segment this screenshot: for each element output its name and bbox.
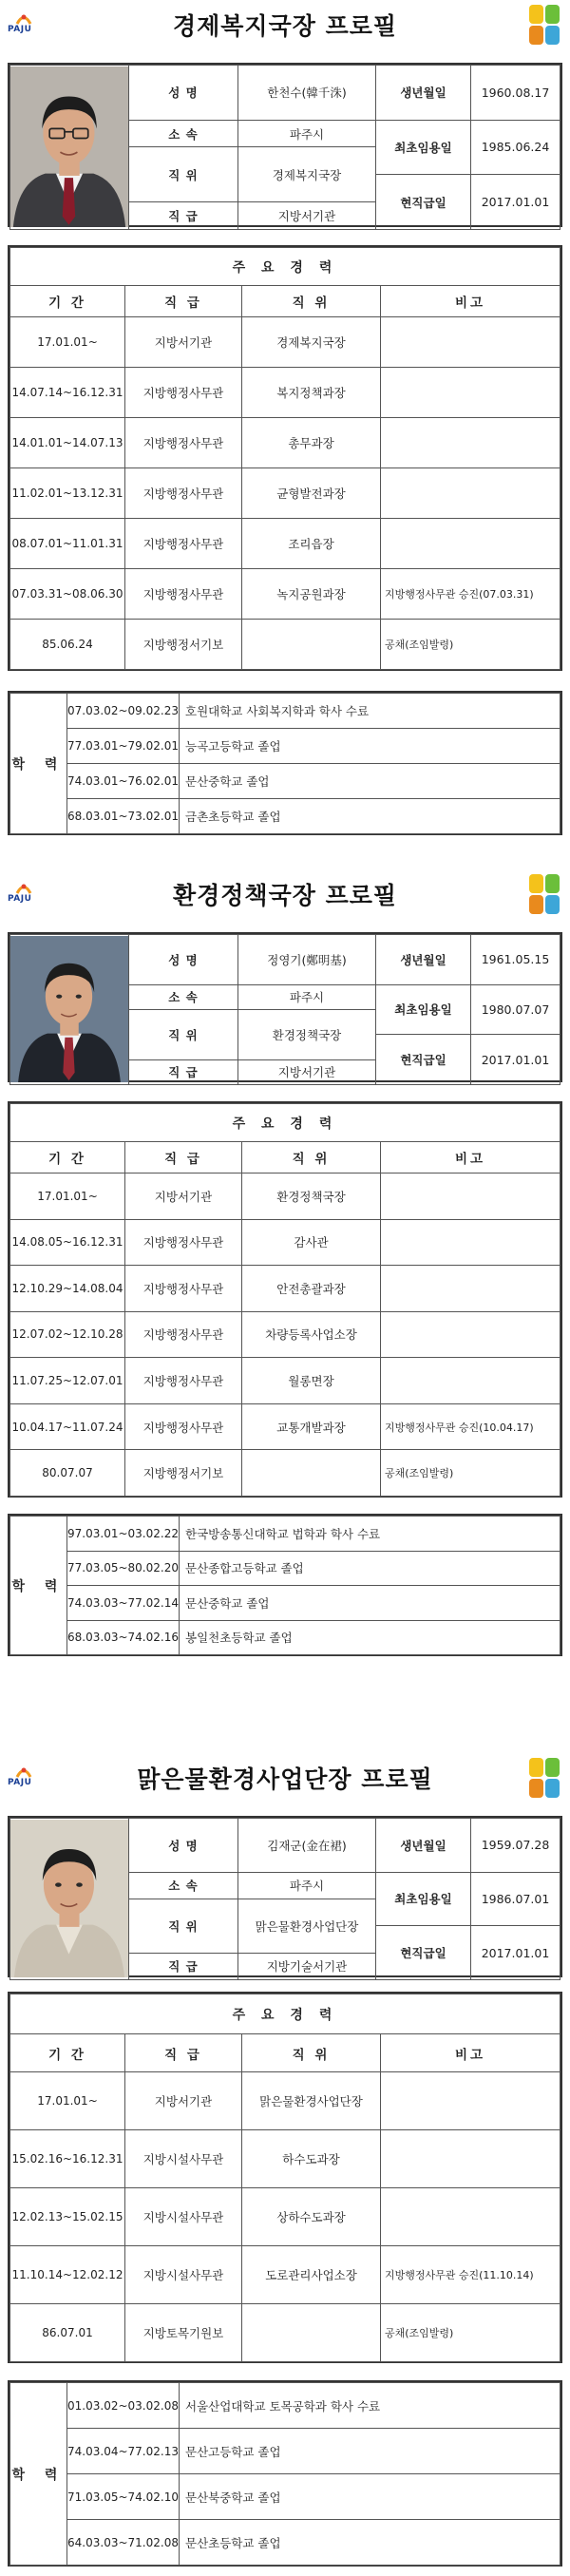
education-period: 77.03.05~80.02.20 — [67, 1551, 180, 1586]
career-row — [10, 2130, 560, 2188]
education-description: 한국방송통신대학교 법학과 학사 수료 — [180, 1517, 560, 1552]
info-value: 2017.01.01 — [471, 175, 560, 230]
portrait-man-suit — [10, 936, 128, 1082]
career-cell: 감사관 — [242, 1219, 381, 1266]
portrait-man-shirt — [10, 1820, 128, 1977]
career-cell: 지방서기관 — [125, 317, 242, 368]
career-cell: 지방행정사무관 — [125, 1403, 242, 1450]
education-description: 문산중학교 졸업 — [180, 1586, 560, 1621]
career-cell: 하수도과장 — [242, 2130, 381, 2188]
education-period: 97.03.01~03.02.22 — [67, 1517, 180, 1552]
education-row — [10, 1620, 560, 1655]
career-cell — [381, 2130, 560, 2188]
info-value: 파주시 — [238, 984, 376, 1009]
education-row — [10, 1586, 560, 1621]
education-description: 문산북중학교 졸업 — [180, 2474, 560, 2520]
career-row — [10, 1219, 560, 1266]
info-label: 최초임용일 — [376, 120, 471, 175]
career-cell: 86.07.01 — [10, 2304, 125, 2362]
career-cell: 차량등록사업소장 — [242, 1311, 381, 1358]
career-cell — [381, 1219, 560, 1266]
career-cell: 80.07.07 — [10, 1450, 125, 1497]
info-label: 현직급일 — [376, 175, 471, 230]
education-row — [10, 694, 560, 729]
career-cell: 14.08.05~16.12.31 — [10, 1219, 125, 1266]
education-description: 문산종합고등학교 졸업 — [180, 1551, 560, 1586]
education-description: 금촌초등학교 졸업 — [180, 799, 560, 834]
paju-logo-text: PAJU — [8, 25, 32, 34]
career-cell: 지방행정사무관 승진(11.10.14) — [381, 2246, 560, 2304]
education-period: 71.03.05~74.02.10 — [67, 2474, 180, 2520]
career-cell — [381, 2188, 560, 2246]
career-cell: 지방행정사무관 — [125, 368, 242, 418]
career-cell: 지방서기관 — [125, 2072, 242, 2130]
career-cell — [381, 2072, 560, 2130]
career-title: 주 요 경 력 — [10, 1994, 560, 2034]
career-cell: 조리읍장 — [242, 519, 381, 569]
profile-photo — [10, 66, 129, 230]
career-cell: 총무과장 — [242, 418, 381, 468]
career-column-header: 직 급 — [125, 2034, 242, 2072]
career-cell: 지방행정사무관 — [125, 1219, 242, 1266]
education-label: 학 력 — [10, 1517, 67, 1655]
info-label: 최초임용일 — [376, 984, 471, 1035]
career-column-header: 기 간 — [10, 1142, 125, 1174]
education-period: 64.03.03~71.02.08 — [67, 2520, 180, 2566]
basic-info-table — [8, 932, 562, 1082]
career-cell — [381, 1174, 560, 1220]
career-cell: 지방행정사무관 — [125, 519, 242, 569]
career-column-header: 비고 — [381, 2034, 560, 2072]
career-table — [8, 245, 562, 671]
sotong-logo — [528, 1757, 560, 1799]
career-cell: 경제복지국장 — [242, 317, 381, 368]
career-cell: 14.07.14~16.12.31 — [10, 368, 125, 418]
career-cell: 균형발전과장 — [242, 468, 381, 519]
info-value: 정영기(鄭明基) — [238, 935, 376, 985]
career-table — [8, 1101, 562, 1498]
education-row — [10, 2520, 560, 2566]
info-value: 파주시 — [238, 1872, 376, 1899]
info-value: 지방기술서기관 — [238, 1953, 376, 1979]
career-column-header: 직 위 — [242, 286, 381, 317]
sotong-logo — [528, 4, 560, 46]
info-label: 현직급일 — [376, 1035, 471, 1085]
education-description: 능곡고등학교 졸업 — [180, 729, 560, 764]
info-label: 현직급일 — [376, 1926, 471, 1980]
career-cell: 지방시설사무관 — [125, 2188, 242, 2246]
career-cell — [381, 468, 560, 519]
career-cell: 08.07.01~11.01.31 — [10, 519, 125, 569]
career-row — [10, 1403, 560, 1450]
education-table — [8, 1514, 562, 1656]
career-row — [10, 1450, 560, 1497]
education-period: 68.03.03~74.02.16 — [67, 1620, 180, 1655]
career-title: 주 요 경 력 — [10, 248, 560, 286]
career-cell: 복지정책과장 — [242, 368, 381, 418]
career-cell: 안전총괄과장 — [242, 1266, 381, 1312]
info-value: 지방서기관 — [238, 202, 376, 230]
education-row — [10, 2474, 560, 2520]
career-title: 주 요 경 력 — [10, 1104, 560, 1142]
career-cell — [381, 1358, 560, 1404]
career-cell: 지방시설사무관 — [125, 2130, 242, 2188]
education-row — [10, 764, 560, 799]
career-cell: 15.02.16~16.12.31 — [10, 2130, 125, 2188]
info-value: 경제복지국장 — [238, 147, 376, 202]
career-cell: 공채(조임발령) — [381, 620, 560, 670]
career-row — [10, 519, 560, 569]
career-cell: 14.01.01~14.07.13 — [10, 418, 125, 468]
info-value: 김재군(金在裙) — [238, 1819, 376, 1873]
profile-title: 환경정책국장 프로필 — [172, 882, 398, 909]
education-period: 77.03.01~79.02.01 — [67, 729, 180, 764]
career-cell — [242, 2304, 381, 2362]
basic-info-table — [8, 63, 562, 227]
career-cell: 지방행정사무관 — [125, 468, 242, 519]
career-cell: 17.01.01~ — [10, 1174, 125, 1220]
education-description: 문산초등학교 졸업 — [180, 2520, 560, 2566]
career-row — [10, 2072, 560, 2130]
info-label: 소 속 — [129, 1872, 238, 1899]
profile-section — [0, 1753, 570, 2576]
career-table — [8, 1992, 562, 2363]
info-value: 2017.01.01 — [471, 1926, 560, 1980]
career-cell — [381, 519, 560, 569]
career-cell: 지방행정서기보 — [125, 620, 242, 670]
info-value: 지방서기관 — [238, 1059, 376, 1084]
career-cell: 12.10.29~14.08.04 — [10, 1266, 125, 1312]
career-cell: 공채(조임발령) — [381, 1450, 560, 1497]
career-column-header: 비고 — [381, 286, 560, 317]
career-cell: 지방시설사무관 — [125, 2246, 242, 2304]
education-description: 서울산업대학교 토목공학과 학사 수료 — [180, 2383, 560, 2429]
career-cell: 11.02.01~13.12.31 — [10, 468, 125, 519]
career-column-header: 비고 — [381, 1142, 560, 1174]
career-cell: 도로관리사업소장 — [242, 2246, 381, 2304]
career-cell — [242, 1450, 381, 1497]
career-cell: 지방행정사무관 — [125, 1358, 242, 1404]
education-period: 74.03.01~76.02.01 — [67, 764, 180, 799]
education-row — [10, 1551, 560, 1586]
info-label: 소 속 — [129, 984, 238, 1009]
info-label: 직 위 — [129, 1009, 238, 1059]
career-cell: 교통개발과장 — [242, 1403, 381, 1450]
education-description: 호원대학교 사회복지학과 학사 수료 — [180, 694, 560, 729]
info-label: 소 속 — [129, 120, 238, 147]
career-cell: 지방행정사무관 — [125, 1311, 242, 1358]
info-label: 최초임용일 — [376, 1872, 471, 1926]
career-cell: 지방행정서기보 — [125, 1450, 242, 1497]
career-row — [10, 1358, 560, 1404]
career-cell: 지방행정사무관 — [125, 569, 242, 620]
career-cell: 17.01.01~ — [10, 317, 125, 368]
career-cell: 지방행정사무관 승진(10.04.17) — [381, 1403, 560, 1450]
career-cell: 11.10.14~12.02.12 — [10, 2246, 125, 2304]
info-value: 2017.01.01 — [471, 1035, 560, 1085]
info-value: 맑은물환경사업단장 — [238, 1899, 376, 1953]
portrait-man-glasses — [10, 67, 128, 227]
profile-photo — [10, 1819, 129, 1980]
education-label: 학 력 — [10, 694, 67, 834]
profile-header — [0, 0, 570, 53]
education-period: 74.03.03~77.02.14 — [67, 1586, 180, 1621]
info-label: 생년월일 — [376, 935, 471, 985]
career-row — [10, 368, 560, 418]
career-cell: 11.07.25~12.07.01 — [10, 1358, 125, 1404]
education-row — [10, 1517, 560, 1552]
career-cell — [242, 620, 381, 670]
sotong-logo — [528, 873, 560, 915]
education-description: 문산고등학교 졸업 — [180, 2429, 560, 2474]
education-period: 07.03.02~09.02.23 — [67, 694, 180, 729]
info-label: 생년월일 — [376, 1819, 471, 1873]
career-cell: 상하수도과장 — [242, 2188, 381, 2246]
info-label: 성 명 — [129, 935, 238, 985]
paju-logo-text: PAJU — [8, 1778, 32, 1787]
career-row — [10, 620, 560, 670]
career-column-header: 직 위 — [242, 1142, 381, 1174]
info-value: 환경정책국장 — [238, 1009, 376, 1059]
info-value: 1960.08.17 — [471, 66, 560, 121]
career-cell — [381, 1311, 560, 1358]
career-row — [10, 418, 560, 468]
career-cell: 17.01.01~ — [10, 2072, 125, 2130]
basic-info-table — [8, 1816, 562, 1977]
career-row — [10, 2246, 560, 2304]
info-value: 1986.07.01 — [471, 1872, 560, 1926]
career-row — [10, 1266, 560, 1312]
career-cell — [381, 418, 560, 468]
career-cell: 녹지공원과장 — [242, 569, 381, 620]
education-period: 68.03.01~73.02.01 — [67, 799, 180, 834]
education-description: 봉일천초등학교 졸업 — [180, 1620, 560, 1655]
profile-photo — [10, 935, 129, 1085]
career-row — [10, 317, 560, 368]
career-column-header: 직 위 — [242, 2034, 381, 2072]
career-row — [10, 468, 560, 519]
info-value: 한천수(韓千洙) — [238, 66, 376, 121]
education-period: 74.03.04~77.02.13 — [67, 2429, 180, 2474]
info-value: 1959.07.28 — [471, 1819, 560, 1873]
info-label: 직 급 — [129, 1059, 238, 1084]
profile-title: 맑은물환경사업단장 프로필 — [137, 1765, 433, 1793]
education-description: 문산중학교 졸업 — [180, 764, 560, 799]
education-period: 01.03.02~03.02.08 — [67, 2383, 180, 2429]
info-value: 1980.07.07 — [471, 984, 560, 1035]
education-row — [10, 799, 560, 834]
career-cell: 지방서기관 — [125, 1174, 242, 1220]
career-row — [10, 569, 560, 620]
career-row — [10, 2304, 560, 2362]
career-cell: 지방토목기원보 — [125, 2304, 242, 2362]
career-row — [10, 1174, 560, 1220]
education-table — [8, 2380, 562, 2566]
career-cell: 환경정책국장 — [242, 1174, 381, 1220]
career-cell — [381, 368, 560, 418]
profile-title: 경제복지국장 프로필 — [172, 12, 398, 40]
career-cell: 지방행정사무관 — [125, 418, 242, 468]
education-table — [8, 691, 562, 835]
info-value: 파주시 — [238, 120, 376, 147]
career-cell: 85.06.24 — [10, 620, 125, 670]
info-label: 직 위 — [129, 1899, 238, 1953]
career-cell — [381, 317, 560, 368]
career-cell: 월롱면장 — [242, 1358, 381, 1404]
info-label: 생년월일 — [376, 66, 471, 121]
paju-logo-text: PAJU — [8, 894, 32, 904]
education-label: 학 력 — [10, 2383, 67, 2566]
education-row — [10, 729, 560, 764]
career-row — [10, 1311, 560, 1358]
info-label: 성 명 — [129, 66, 238, 121]
career-cell: 12.07.02~12.10.28 — [10, 1311, 125, 1358]
career-cell: 12.02.13~15.02.15 — [10, 2188, 125, 2246]
profile-header — [0, 1753, 570, 1806]
education-row — [10, 2383, 560, 2429]
career-cell: 지방행정사무관 승진(07.03.31) — [381, 569, 560, 620]
career-column-header: 직 급 — [125, 286, 242, 317]
career-cell: 07.03.31~08.06.30 — [10, 569, 125, 620]
info-label: 직 급 — [129, 1953, 238, 1979]
profile-header — [0, 869, 570, 923]
career-cell: 공채(조임발령) — [381, 2304, 560, 2362]
info-label: 직 위 — [129, 147, 238, 202]
career-column-header: 기 간 — [10, 2034, 125, 2072]
career-cell: 지방행정사무관 — [125, 1266, 242, 1312]
career-cell: 맑은물환경사업단장 — [242, 2072, 381, 2130]
career-row — [10, 2188, 560, 2246]
info-label: 직 급 — [129, 202, 238, 230]
profile-section — [0, 869, 570, 1666]
info-label: 성 명 — [129, 1819, 238, 1873]
info-value: 1961.05.15 — [471, 935, 560, 985]
career-cell: 10.04.17~11.07.24 — [10, 1403, 125, 1450]
career-column-header: 기 간 — [10, 286, 125, 317]
career-cell — [381, 1266, 560, 1312]
career-column-header: 직 급 — [125, 1142, 242, 1174]
info-value: 1985.06.24 — [471, 120, 560, 175]
profile-section — [0, 0, 570, 845]
